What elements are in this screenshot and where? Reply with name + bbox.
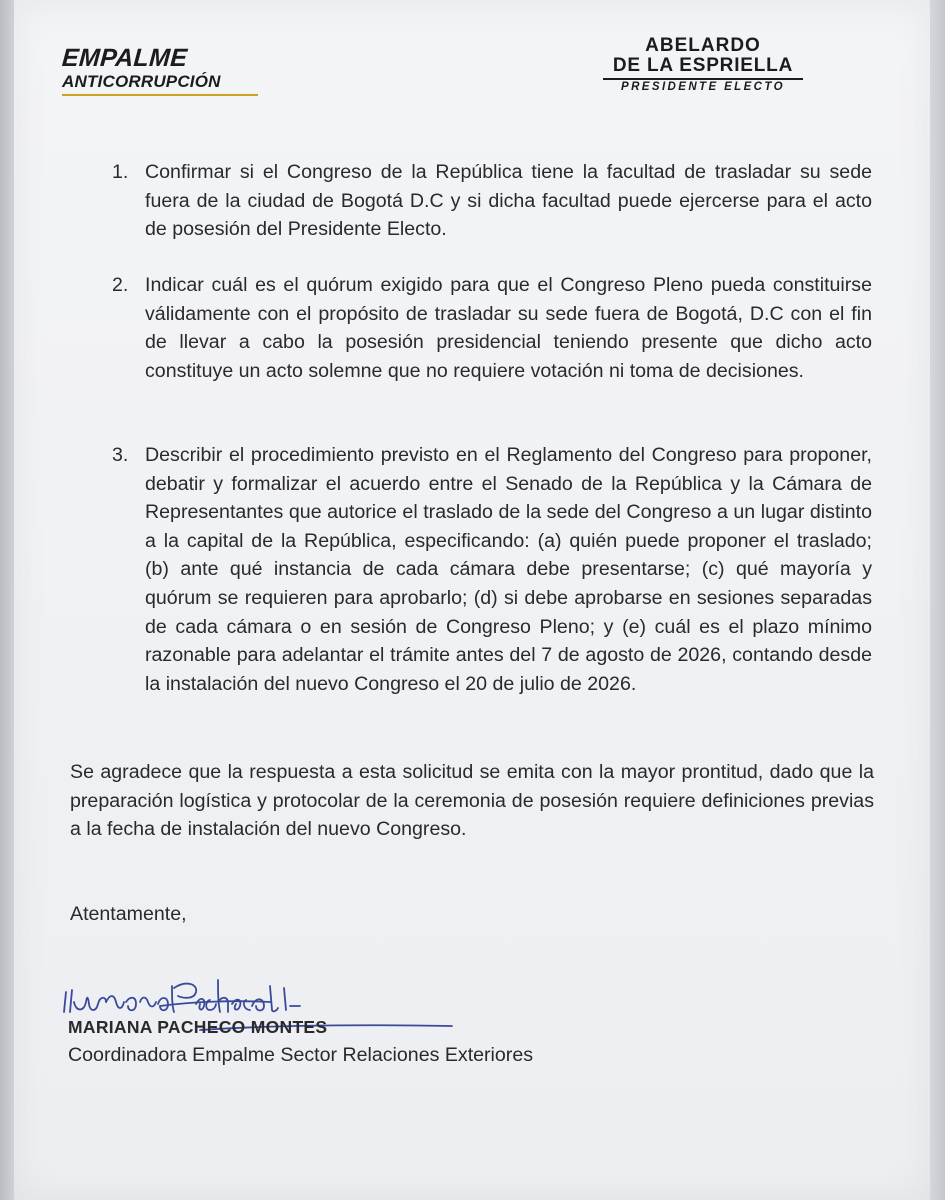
logo-left-accent-rule	[62, 94, 258, 96]
logo-right-line3: PRESIDENTE ELECTO	[621, 80, 785, 93]
closing-paragraph: Se agradece que la respuesta a esta solicitud se emita con la mayor prontitud, dado que la preparación logística y protocolar de la ceremonia de posesión requiere definiciones previas a la fecha de instalación del nuevo Congreso.	[70, 761, 874, 841]
abelardo-de-la-espriella-logo	[598, 36, 808, 94]
logo-right-line1: ABELARDO	[645, 35, 761, 56]
list-item-2	[112, 271, 872, 385]
list-item-number: 1.	[112, 161, 129, 183]
list-item-text: Confirmar si el Congreso de la República tiene la facultad de trasladar su sede fuera de la ciudad de Bogotá D.C y si dicha facultad puede ejercerse para el acto de posesión del Presidente Electo.	[145, 161, 872, 241]
list-item-number: 3.	[112, 444, 129, 466]
signatory-name: MARIANA PACHECO MONTES	[68, 1017, 328, 1037]
list-item-3	[112, 441, 872, 698]
signatory-role: Coordinadora Empalme Sector Relaciones Exteriores	[68, 1044, 534, 1066]
list-item-text: Indicar cuál es el quórum exigido para que el Congreso Pleno pueda constituirse válidamente con el propósito de trasladar su sede fuera de Bogotá, D.C con el fin de llevar a cabo la posesión presidencial teniendo presente que dicho acto constituye un acto solemne que no requiere votación ni toma de decisiones.	[145, 274, 872, 382]
logo-left-line2: ANTICORRUPCIÓN	[62, 72, 221, 91]
list-item-1	[112, 158, 872, 244]
salutation: Atentamente,	[70, 903, 187, 925]
logo-left-line1: EMPALME	[61, 44, 189, 72]
logo-right-line2: DE LA ESPRIELLA	[612, 55, 794, 76]
list-item-number: 2.	[112, 274, 129, 296]
empalme-anticorrupcion-logo	[62, 46, 262, 96]
list-item-text: Describir el procedimiento previsto en el Reglamento del Congreso para proponer, debatir y formalizar el acuerdo entre el Senado de la República y la Cámara de Representantes que autorice el traslado de la sede del Congreso a un lugar distinto a la capital de la República, especificando: (a) quién puede proponer el traslado; (b) ante qué instancia de cada cámara debe presentarse; (c) qué mayoría y quórum se requieren para aprobarlo; (d) si debe aprobarse en sesiones separadas de cada cámara o en sesión de Congreso Pleno; y (e) cuál es el plazo mínimo razonable para adelantar el trámite antes del 7 de agosto de 2026, contando desde la instalación del nuevo Congreso el 20 de julio de 2026.	[145, 444, 872, 695]
